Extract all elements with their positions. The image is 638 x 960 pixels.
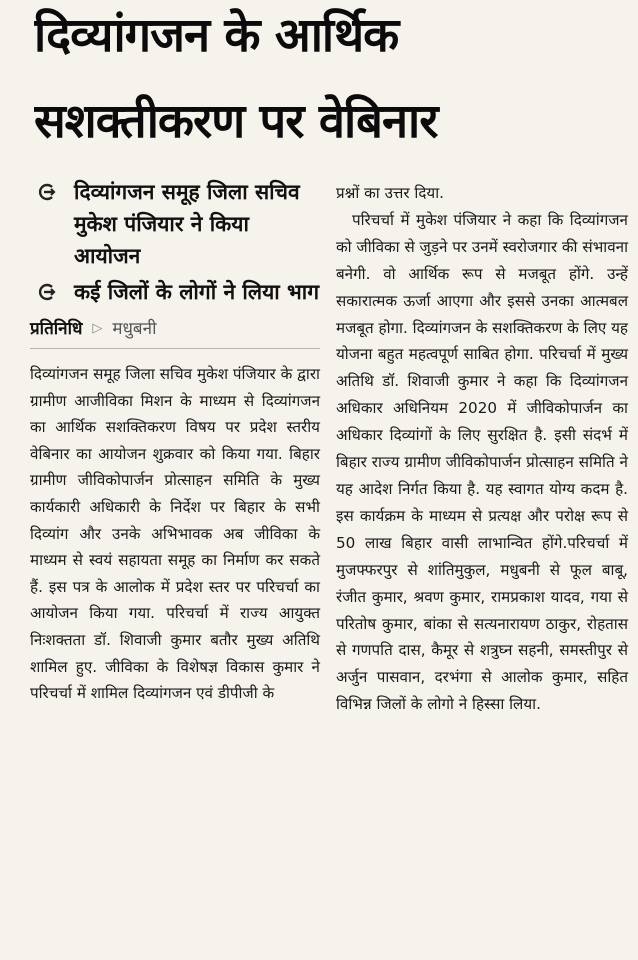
highlight-item [30,176,320,272]
headline-line-1: दिव्यांगजन के आर्थिक [34,8,399,63]
article-paragraph: परिचर्चा में मुकेश पंजियार ने कहा कि दिव्यांगजन को जीविका से जुड़ने पर उनमें स्वरोजगार की संभावना बनेगी. वो आर्थिक रूप से मजबूत होंगे. उन्हें सकारात्मक ऊर्जा आएगा और इससे उनका आत्मबल मजबूत होगा. दिव्यांगजन के सशक्तिकरण के लिए यह योजना बहुत महत्वपूर्ण साबित होगा. परिचर्चा में मुख्य अतिथि डॉ. शिवाजी कुमार ने कहा कि दिव्यांगजन अधिकार अधिनियम 2020 में जीविकोपार्जन का अधिकार दिव्यांगों के लिए सुरक्षित है. इसी संदर्भ में बिहार राज्य ग्रामीण जीविकोपार्जन प्रोत्साहन समिति ने यह आदेश निर्गत किया है. यह स्वागत योग्य कदम है. इस कार्यक्रम के माध्यम से प्रत्यक्ष और परोक्ष रूप से 50 लाख बिहार वासी लाभान्वित होंगे.परिचर्चा में मुजफ्फरपुर से शांतिमुकुल, मधुबनी से फूल बाबू, रंजीत कुमार, श्रवण कुमार, रामप्रकाश यादव, गया से परितोष कुमार, बांका से सत्यनारायण ठाकुर, रोहतास से गणपति दास, कैमूर से शत्रुघ्न सहनी, समस्तीपुर से अर्जुन पासवान, दरभंगा से आलोक कुमार, सहित विभिन्न जिलों के लोगो ने हिस्सा लिया. [336,210,628,714]
arrow-right-circle-icon [36,281,58,303]
headline-line-2: सशक्तीकरण पर वेबिनार [34,94,438,149]
highlight-text: कई जिलों के लोगों ने लिया भाग [74,280,320,304]
left-column [30,176,320,707]
byline-label: प्रतिनिधि [30,319,83,339]
article-paragraph: दिव्यांगजन समूह जिला सचिव मुकेश पंजियार के द्वारा ग्रामीण आजीविका मिशन के माध्यम से दिव्यांगजन का आर्थिक सशक्तिकरण विषय पर प्रदेश स्तरीय वेबिनार का आयोजन शुक्रवार को किया गया. बिहार ग्रामीण जीविकोपार्जन प्रोत्साहन समिति के मुख्य कार्यकारी अधिकारी के निर्देश पर बिहार के सभी दिव्यांग और उनके अभिभावक अब जीविका के माध्यम से स्वयं सहायता समूह का निर्माण कर सकते हैं. इस पत्र के आलोक में प्रदेश स्तर पर परिचर्चा का आयोजन किया गया. परिचर्चा में राज्य आयुक्त निःशक्तता डॉ. शिवाजी कुमार बतौर मुख्य अतिथि शामिल हुए. जीविका के विशेषज्ञ विकास कुमार ने परिचर्चा में शामिल दिव्यांगजन एवं डीपीजी के [30,365,320,703]
article-paragraph: प्रश्नों का उत्तर दिया. [336,184,444,202]
arrow-right-circle-icon [36,181,58,203]
byline-separator-icon: ▷ [92,321,103,336]
highlight-text: दिव्यांगजन समूह जिला सचिव मुकेश पंजियार ने किया आयोजन [74,180,300,268]
right-column [336,180,628,718]
highlight-item [30,276,320,308]
byline [30,316,320,342]
divider [30,348,320,349]
byline-place: मधुबनी [112,319,157,339]
